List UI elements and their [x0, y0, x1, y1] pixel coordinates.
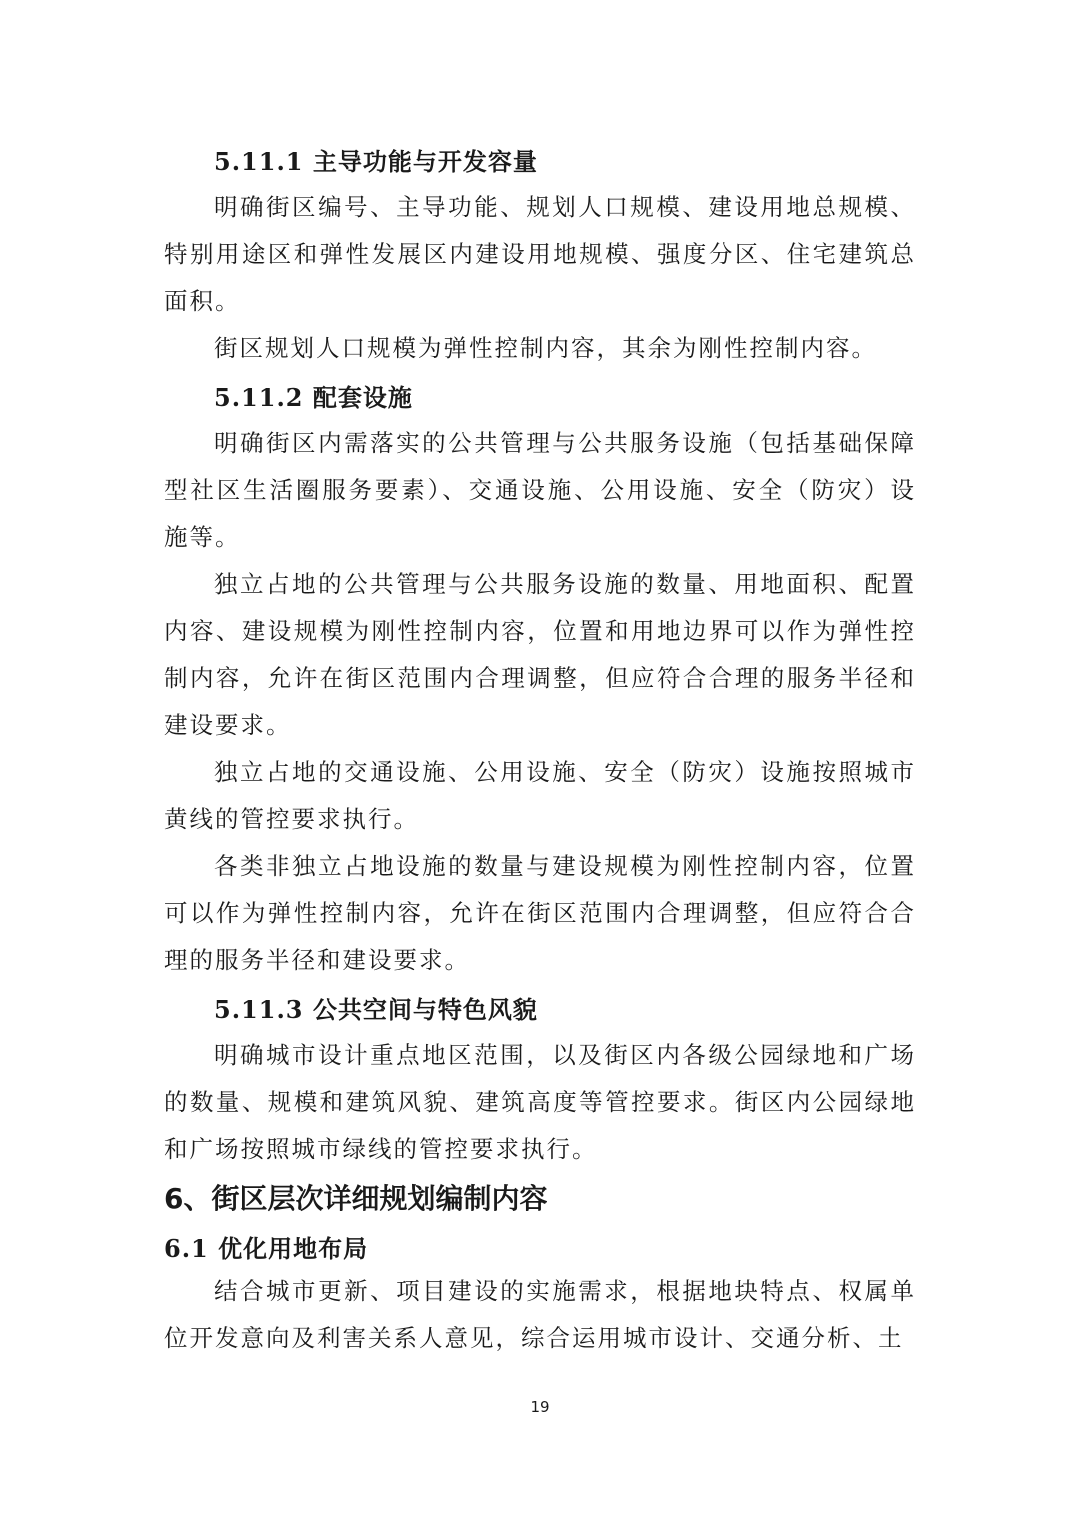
page-number: 19 [530, 1398, 550, 1416]
paragraph-5-11-1-flex: 街区规划人口规模为弹性控制内容，其余为刚性控制内容。 [214, 334, 877, 362]
paragraph-5-11-2-main: 明确街区内需落实的公共管理与公共服务设施（包括基础保障型社区生活圈服务要素）、交通设施、公用设施、安全（防灾）设施等。 [164, 429, 916, 551]
heading-section-6: 6、街区层次详细规划编制内容 [164, 1182, 548, 1215]
paragraph-5-11-1-main: 明确街区编号、主导功能、规划人口规模、建设用地总规模、特别用途区和弹性发展区内建设用地规模、强度分区、住宅建筑总面积。 [164, 193, 916, 315]
heading-5-11-1: 5.11.1 主导功能与开发容量 [214, 147, 538, 176]
paragraph-5-11-2-independent: 独立占地的公共管理与公共服务设施的数量、用地面积、配置内容、建设规模为刚性控制内容，位置和用地边界可以作为弹性控制内容，允许在街区范围内合理调整，但应符合合理的服务半径和建设要求。 [164, 570, 916, 739]
paragraph-6-1-main: 结合城市更新、项目建设的实施需求，根据地块特点、权属单位开发意向及利害关系人意见，综合运用城市设计、交通分析、土 [164, 1277, 916, 1352]
heading-5-11-3: 5.11.3 公共空间与特色风貌 [214, 995, 538, 1024]
paragraph-5-11-3-main: 明确城市设计重点地区范围，以及街区内各级公园绿地和广场的数量、规模和建筑风貌、建筑高度等管控要求。街区内公园绿地和广场按照城市绿线的管控要求执行。 [164, 1041, 916, 1163]
heading-6-1: 6.1 优化用地布局 [164, 1234, 369, 1263]
paragraph-5-11-2-non-independent: 各类非独立占地设施的数量与建设规模为刚性控制内容，位置可以作为弹性控制内容，允许在街区范围内合理调整，但应符合合理的服务半径和建设要求。 [164, 852, 916, 974]
paragraph-5-11-2-yellow-line: 独立占地的交通设施、公用设施、安全（防灾）设施按照城市黄线的管控要求执行。 [164, 758, 916, 833]
heading-5-11-2: 5.11.2 配套设施 [214, 383, 413, 412]
